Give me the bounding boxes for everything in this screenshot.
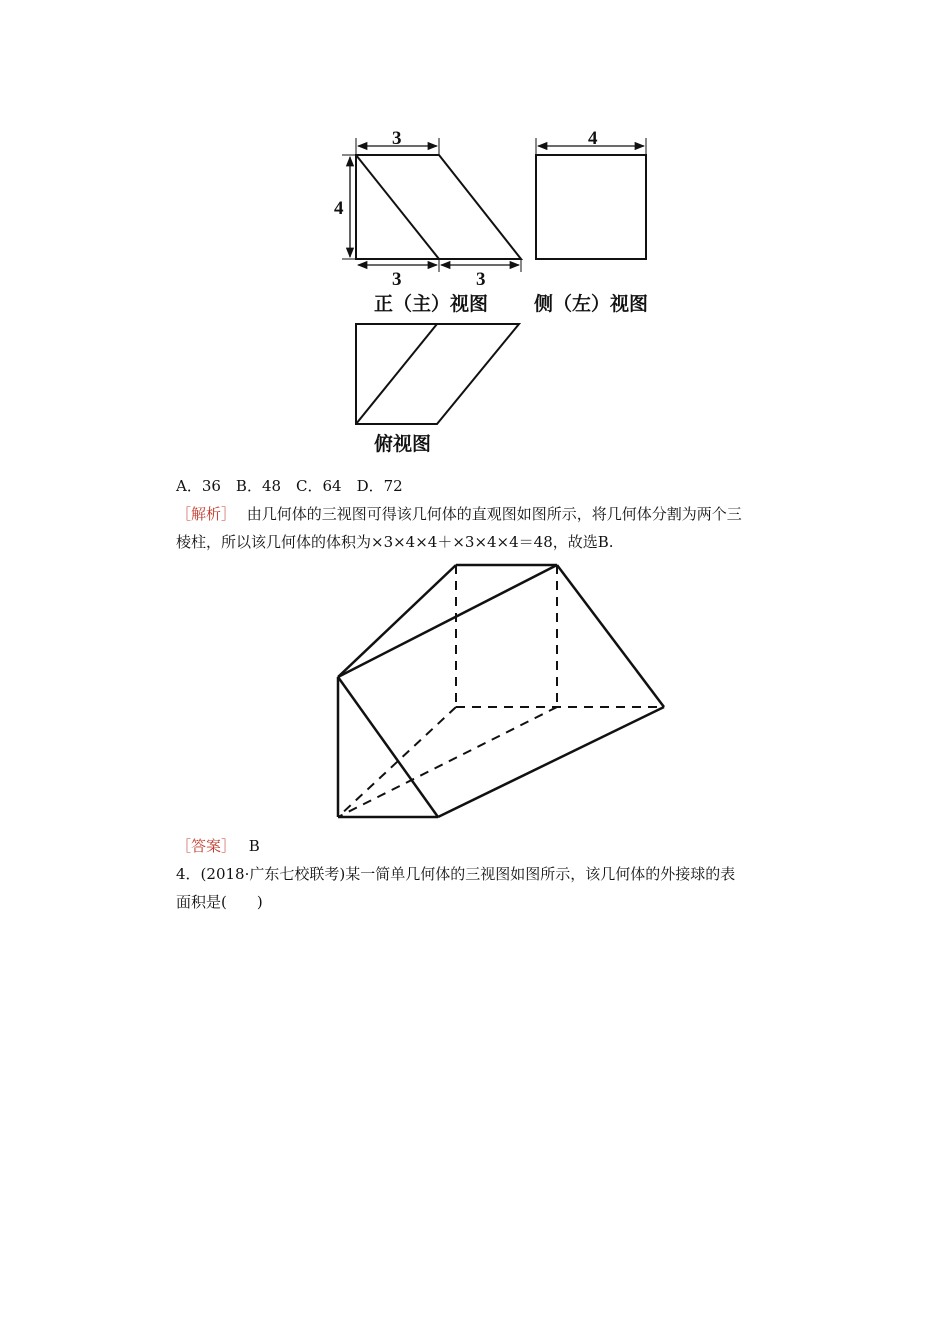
top-view: [356, 324, 519, 424]
analysis-tag: ［解析］: [176, 505, 237, 523]
question-4-line-1: 4．(2018·广东七校联考)某一简单几何体的三视图如图所示，该几何体的外接球的表: [176, 865, 736, 883]
front-top-dim: 3: [392, 128, 402, 149]
front-view: [342, 138, 521, 272]
top-view-caption: 俯视图: [374, 433, 432, 455]
analysis-text-1: 由几何体的三视图可得该几何体的直观图如图所示，将几何体分割为两个三: [246, 505, 742, 523]
three-view-figure: [0, 0, 950, 470]
solid-hidden-edges: [338, 565, 664, 817]
analysis-line-2: 棱柱，所以该几何体的体积为×3×4×4＋×3×4×4＝48，故选B.: [176, 533, 614, 551]
answer-line: [176, 832, 260, 860]
answer-options: A．36 B．48 C．64 D．72: [176, 477, 403, 495]
side-view-caption: 侧（左）视图: [534, 293, 649, 315]
side-view: [536, 138, 646, 259]
question-4-line-2: 面积是( ): [176, 893, 263, 911]
side-top-dim: 4: [588, 128, 598, 149]
front-view-caption: 正（主）视图: [374, 293, 489, 315]
answer-value: B: [248, 837, 260, 855]
solid-edges: [338, 565, 664, 817]
answer-tag: ［答案］: [176, 837, 237, 855]
analysis-line-1: [176, 500, 742, 528]
front-bottom-dim-1: 3: [392, 269, 402, 290]
front-left-dim: 4: [334, 198, 344, 219]
front-bottom-dim-2: 3: [476, 269, 486, 290]
